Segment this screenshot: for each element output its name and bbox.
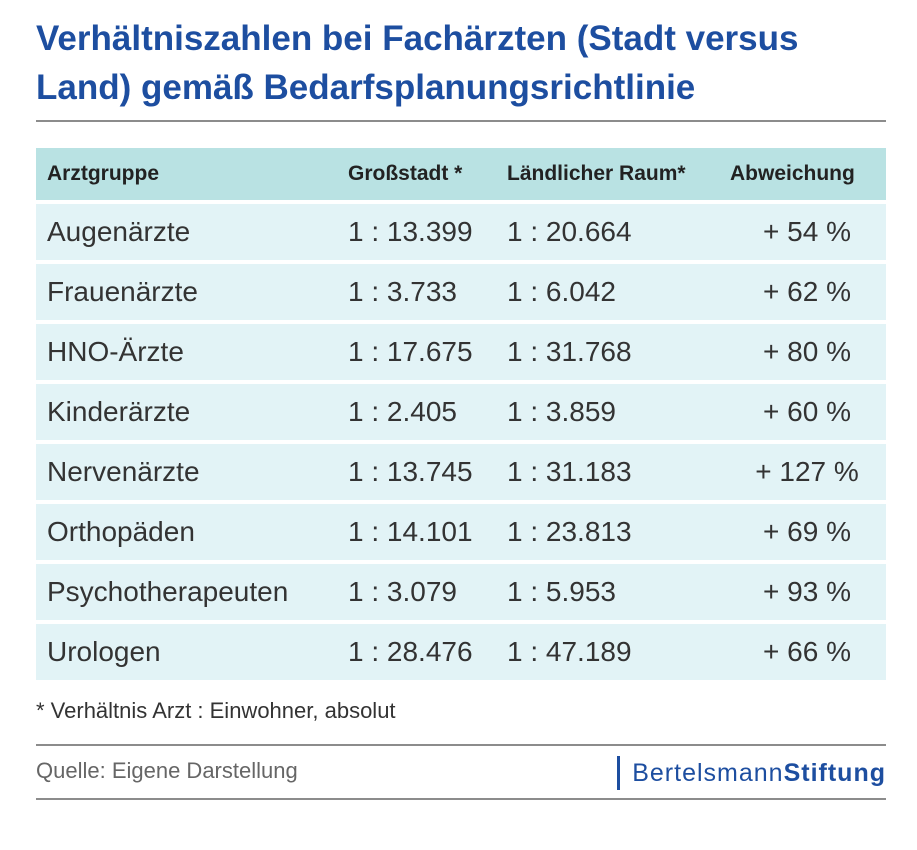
cell-grossstadt: 1 : 2.405 [348, 396, 457, 427]
cell-grossstadt: 1 : 17.675 [348, 336, 473, 367]
cell-grossstadt: 1 : 3.733 [348, 276, 457, 307]
cell-laendlicher-raum: 1 : 5.953 [507, 576, 616, 607]
logo-text-bertelsmann: Bertelsmann [632, 758, 784, 787]
cell-laendlicher-raum: 1 : 23.813 [507, 516, 632, 547]
cell-arztgruppe: Augenärzte [47, 216, 191, 247]
header-arztgruppe: Arztgruppe [47, 162, 159, 185]
cell-grossstadt: 1 : 13.745 [348, 456, 473, 487]
cell-abweichung: + 80 % [763, 336, 851, 367]
table-row [36, 504, 886, 560]
cell-abweichung: + 66 % [763, 636, 851, 667]
cell-laendlicher-raum: 1 : 20.664 [507, 216, 632, 247]
cell-abweichung: + 93 % [763, 576, 851, 607]
cell-grossstadt: 1 : 28.476 [348, 636, 473, 667]
header-abweichung: Abweichung [730, 162, 855, 185]
cell-abweichung: + 62 % [763, 276, 851, 307]
table-row [36, 324, 886, 380]
footer-divider-top [36, 744, 886, 746]
header-laendlicher-raum: Ländlicher Raum* [507, 162, 686, 185]
cell-abweichung: + 60 % [763, 396, 851, 427]
table-row [36, 204, 886, 260]
footnote: * Verhältnis Arzt : Einwohner, absolut [36, 698, 396, 723]
logo-text-stiftung: Stiftung [783, 758, 886, 787]
table-row [36, 624, 886, 680]
title-divider [36, 120, 886, 122]
cell-abweichung: + 127 % [755, 456, 859, 487]
cell-arztgruppe: Urologen [47, 636, 161, 667]
cell-laendlicher-raum: 1 : 6.042 [507, 276, 616, 307]
footer-divider-bottom [36, 798, 886, 800]
table-row [36, 264, 886, 320]
cell-grossstadt: 1 : 14.101 [348, 516, 473, 547]
cell-arztgruppe: Psychotherapeuten [47, 576, 289, 607]
cell-arztgruppe: HNO-Ärzte [47, 336, 184, 367]
cell-abweichung: + 54 % [763, 216, 851, 247]
table-header-row [36, 148, 886, 200]
cell-arztgruppe: Nervenärzte [47, 456, 200, 487]
cell-abweichung: + 69 % [763, 516, 851, 547]
table-row [36, 564, 886, 620]
table-row [36, 444, 886, 500]
cell-arztgruppe: Orthopäden [47, 516, 195, 547]
cell-grossstadt: 1 : 3.079 [348, 576, 457, 607]
cell-arztgruppe: Frauenärzte [47, 276, 198, 307]
cell-laendlicher-raum: 1 : 31.183 [507, 456, 632, 487]
table-row [36, 384, 886, 440]
cell-laendlicher-raum: 1 : 47.189 [507, 636, 632, 667]
header-grossstadt: Großstadt * [348, 162, 463, 185]
cell-arztgruppe: Kinderärzte [47, 396, 191, 427]
cell-grossstadt: 1 : 13.399 [348, 216, 473, 247]
cell-laendlicher-raum: 1 : 31.768 [507, 336, 632, 367]
cell-laendlicher-raum: 1 : 3.859 [507, 396, 616, 427]
logo-bar-icon [617, 756, 620, 790]
data-table [36, 148, 886, 684]
bertelsmann-stiftung-logo [617, 756, 886, 790]
source-note: Quelle: Eigene Darstellung [36, 758, 298, 783]
page-title: Verhältniszahlen bei Fachärzten (Stadt versus Land) gemäß Bedarfsplanungsrichtlinie [36, 19, 799, 107]
